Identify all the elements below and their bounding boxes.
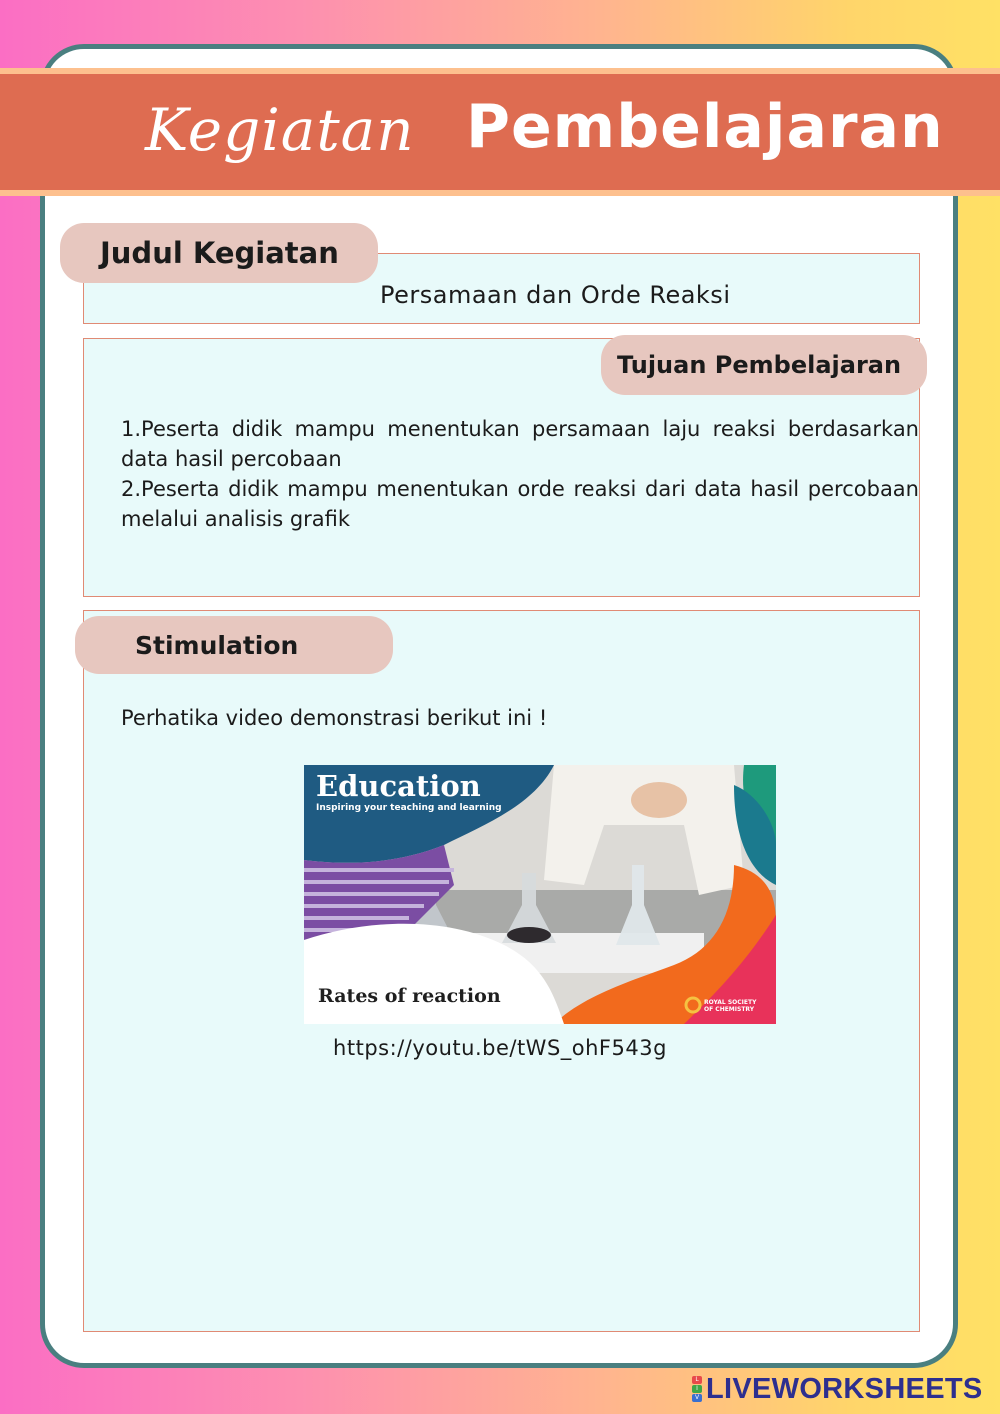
activity-label-text: Judul Kegiatan bbox=[100, 236, 339, 270]
liveworksheets-icon: L I V bbox=[692, 1376, 702, 1402]
activity-label bbox=[60, 223, 378, 283]
liveworksheets-text: LIVEWORKSHEETS bbox=[706, 1372, 983, 1405]
objectives-label bbox=[601, 335, 927, 395]
video-brand: Education bbox=[316, 769, 481, 803]
video-publisher bbox=[704, 999, 756, 1013]
video-publisher-line2: OF CHEMISTRY bbox=[704, 1006, 755, 1013]
video-caption: Rates of reaction bbox=[318, 985, 501, 1007]
activity-title: Persamaan dan Orde Reaksi bbox=[380, 281, 731, 309]
stimulation-label bbox=[75, 616, 393, 674]
stimulation-instruction: Perhatika video demonstrasi berikut ini ! bbox=[121, 706, 548, 730]
title-script: Kegiatan bbox=[145, 96, 415, 164]
liveworksheets-logo[interactable] bbox=[692, 1372, 983, 1406]
video-publisher-line1: ROYAL SOCIETY bbox=[704, 999, 757, 1006]
stimulation-label-text: Stimulation bbox=[135, 630, 299, 660]
video-thumbnail[interactable] bbox=[304, 765, 776, 1024]
video-tagline: Inspiring your teaching and learning bbox=[316, 803, 502, 813]
objective-item: 2.Peserta didik mampu menentukan orde reaksi dari data hasil percobaan melalui analisis grafik bbox=[121, 477, 919, 531]
title-main: Pembelajaran bbox=[466, 92, 944, 162]
video-link[interactable]: https://youtu.be/tWS_ohF543g bbox=[333, 1036, 667, 1060]
objective-item: 1.Peserta didik mampu menentukan persamaan laju reaksi berdasarkan data hasil percobaan bbox=[121, 417, 919, 471]
objectives-label-text: Tujuan Pembelajaran bbox=[617, 351, 902, 379]
header-banner bbox=[0, 68, 1000, 196]
objectives-list bbox=[121, 414, 919, 534]
